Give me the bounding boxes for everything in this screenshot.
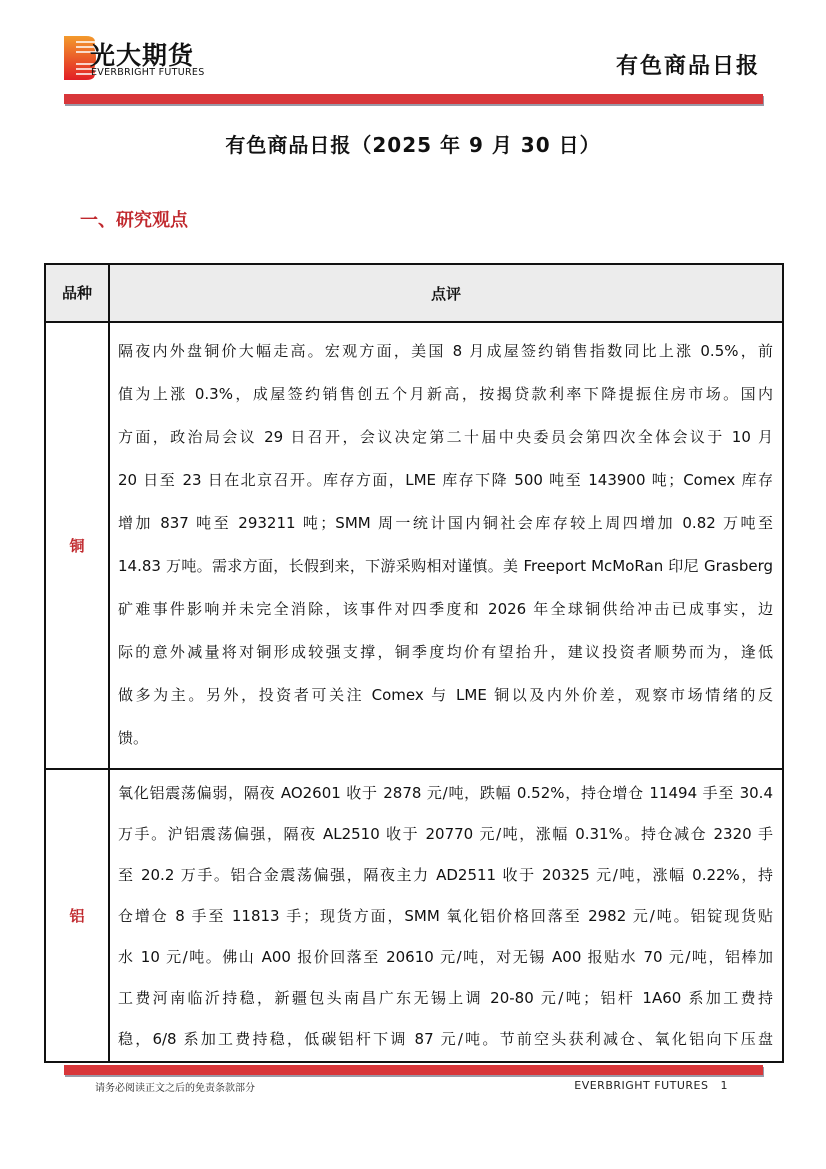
commentary-line: 增加 837 吨至 293211 吨；SMM 周一统计国内铜社会库存较上周四增加 0.82 万吨至	[118, 514, 773, 532]
commentary-line: 做多为主。另外，投资者可关注 Comex 与 LME 铜以及内外价差，观察市场情绪的反	[118, 686, 773, 704]
page-title: 有色商品日报（2025 年 9 月 30 日）	[225, 133, 601, 157]
commentary-line: 值为上涨 0.3%，成屋签约销售创五个月新高，按揭贷款利率下降提振住房市场。国内	[118, 385, 773, 403]
variety-name: 铝	[45, 769, 109, 1062]
commentary-cell	[109, 769, 783, 1062]
commentary-table	[44, 263, 784, 1063]
commentary-line: 际的意外减量将对铜形成较强支撑，铜季度均价有望抬升，建议投资者顺势而为，逢低	[118, 643, 773, 661]
page-number: 1	[720, 1079, 728, 1092]
table-row	[45, 769, 783, 1062]
table-row	[45, 322, 783, 769]
commentary-line: 氧化铝震荡偏弱，隔夜 AO2601 收于 2878 元/吨，跌幅 0.52%，持仓增仓 11494 手至 30.4	[118, 784, 773, 802]
footer-divider	[64, 1065, 763, 1075]
footer-company: EVERBRIGHT FUTURES	[574, 1079, 709, 1092]
commentary-line: 矿难事件影响并未完全消除，该事件对四季度和 2026 年全球铜供给冲击已成事实，边	[118, 600, 773, 618]
commentary-line: 稳，6/8 系加工费持稳，低碳铝杆下调 87 元/吨。节前空头获利减仓、氧化铝向下压盘	[118, 1030, 773, 1048]
commentary-line: 方面，政治局会议 29 日召开，会议决定第二十届中央委员会第四次全体会议于 10 月	[118, 428, 773, 446]
section-heading: 一、研究观点	[80, 210, 188, 231]
commentary-line: 至 20.2 万手。铝合金震荡偏强，隔夜主力 AD2511 收于 20325 元/吨，涨幅 0.22%，持	[118, 866, 773, 884]
commentary-line: 隔夜内外盘铜价大幅走高。宏观方面，美国 8 月成屋签约销售指数同比上涨 0.5%，前	[118, 342, 773, 360]
variety-name: 铜	[45, 322, 109, 769]
commentary-line: 20 日至 23 日在北京召开。库存方面，LME 库存下降 500 吨至 143900 吨；Comex 库存	[118, 471, 773, 489]
footer-disclaimer: 请务必阅读正文之后的免责条款部分	[95, 1083, 255, 1094]
commentary-line: 工费河南临沂持稳，新疆包头南昌广东无锡上调 20-80 元/吨；铝杆 1A60 系加工费持	[118, 989, 773, 1007]
header-divider	[64, 94, 763, 104]
commentary-line: 万手。沪铝震荡偏强，隔夜 AL2510 收于 20770 元/吨，涨幅 0.31%。持仓减仓 2320 手	[118, 825, 773, 843]
table-header-row	[45, 264, 783, 322]
commentary-cell	[109, 322, 783, 769]
commentary-line: 仓增仓 8 手至 11813 手；现货方面，SMM 氧化铝价格回落至 2982 元/吨。铝锭现货贴	[118, 907, 773, 925]
header-report-name: 有色商品日报	[615, 53, 760, 79]
footer-company-page	[574, 1079, 728, 1092]
commentary-line: 14.83 万吨。需求方面，长假到来，下游采购相对谨慎。美 Freeport McMoRan 印尼 Grasberg	[118, 557, 773, 575]
commentary-line: 馈。	[118, 729, 149, 747]
commentary-line: 水 10 元/吨。佛山 A00 报价回落至 20610 元/吨，对无锡 A00 报贴水 70 元/吨，铝棒加	[118, 948, 773, 966]
logo-text-en: EVERBRIGHT FUTURES	[91, 67, 205, 78]
logo-text-cn: 光大期货	[90, 41, 195, 70]
header-commentary: 点评	[109, 264, 783, 322]
header-variety: 品种	[45, 264, 109, 322]
